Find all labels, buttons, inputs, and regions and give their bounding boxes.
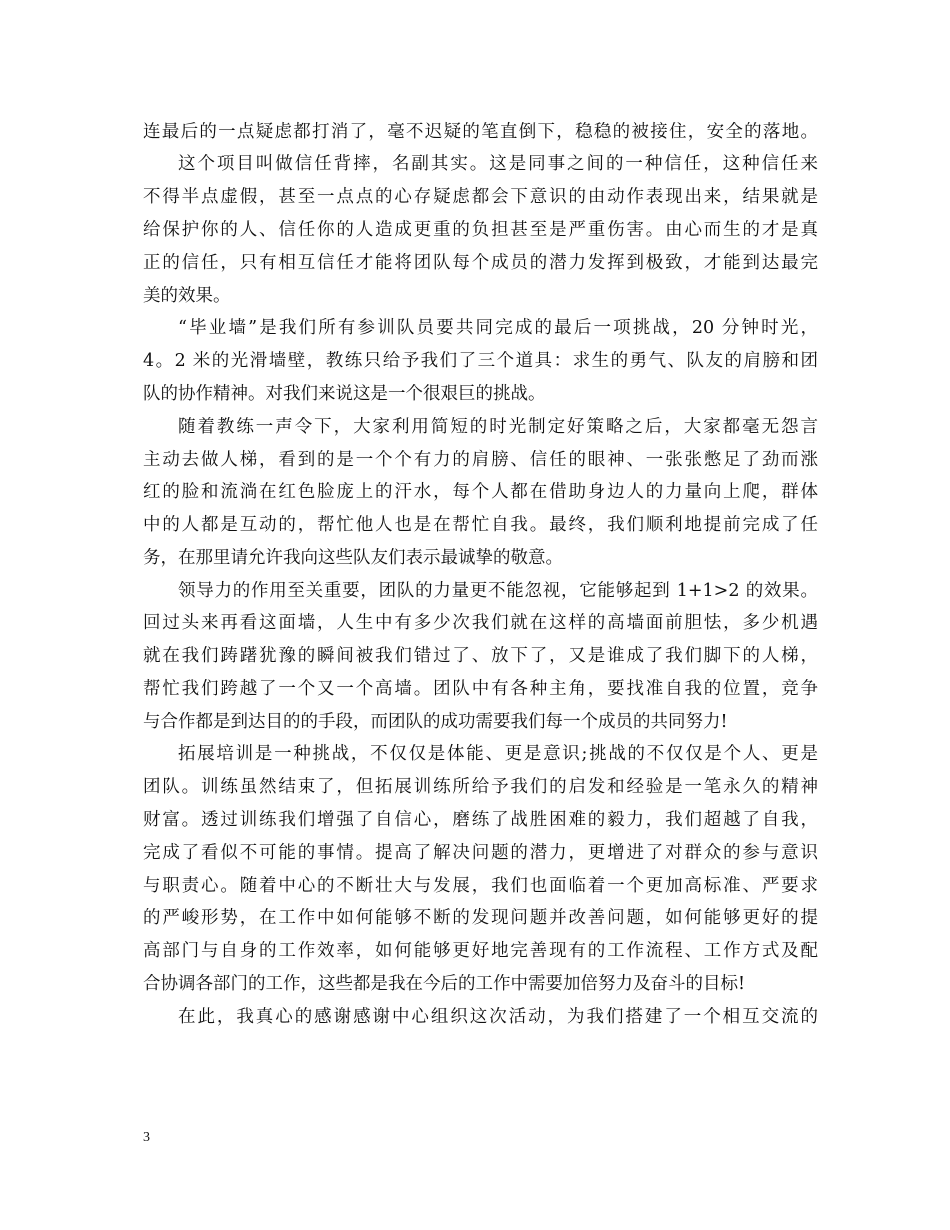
text-line: 团队。训练虽然结束了，但拓展训练所给予我们的启发和经验是一笔永久的精神	[143, 777, 818, 797]
paragraph-first-line: 领导力的作用至关重要，团队的力量更不能忽视，它能够起到 1+1>2 的效果。	[178, 581, 818, 601]
text-line: 主动去做人梯，看到的是一个个有力的肩膀、信任的眼神、一张张憋足了劲而涨	[143, 450, 818, 470]
text-line: 美的效果。	[143, 286, 231, 306]
paragraph-first-line: 这个项目叫做信任背摔，名副其实。这是同事之间的一种信任，这种信任来	[178, 154, 818, 174]
text-line: 红的脸和流淌在红色脸庞上的汗水，每个人都在借助身边人的力量向上爬，群体	[143, 482, 818, 502]
paragraph-first-line: “毕业墙”是我们所有参训队员要共同完成的最后一项挑战，20 分钟时光，	[178, 318, 818, 338]
text-line: 帮忙我们跨越了一个又一个高墙。团队中有各种主角，要找准自我的位置，竞争	[143, 679, 818, 699]
text-line: 完成了看似不可能的事情。提高了解决问题的潜力，更增进了对群众的参与意识	[143, 843, 818, 863]
text-line: 务，在那里请允许我向这些队友们表示最诚挚的敬意。	[143, 548, 563, 568]
text-line: 连最后的一点疑虑都打消了，毫不迟疑的笔直倒下，稳稳的被接住，安全的落地。	[143, 122, 818, 142]
paragraph-first-line: 在此，我真心的感谢感谢中心组织这次活动，为我们搭建了一个相互交流的	[178, 1007, 818, 1027]
text-line: 与职责心。随着中心的不断壮大与发展，我们也面临着一个更加高标准、严要求	[143, 876, 818, 896]
text-line: 中的人都是互动的，帮忙他人也是在帮忙自我。最终，我们顺利地提前完成了任	[143, 515, 818, 535]
text-line: 队的协作精神。对我们来说这是一个很艰巨的挑战。	[143, 384, 546, 404]
paragraph-first-line: 随着教练一声令下，大家利用简短的时光制定好策略之后，大家都毫无怨言	[178, 417, 818, 437]
text-line: 就在我们踌躇犹豫的瞬间被我们错过了、放下了，又是谁成了我们脚下的人梯，	[143, 646, 818, 666]
text-line: 合协调各部门的工作，这些都是我在今后的工作中需要加倍努力及奋斗的目标!	[143, 974, 746, 994]
text-line: 不得半点虚假，甚至一点点的心存疑虑都会下意识的由动作表现出来，结果就是	[143, 187, 818, 207]
text-line: 高部门与自身的工作效率，如何能够更好地完善现有的工作流程、工作方式及配	[143, 941, 818, 961]
paragraph-first-line: 拓展培训是一种挑战，不仅仅是体能、更是意识;挑战的不仅仅是个人、更是	[178, 744, 818, 764]
text-line: 与合作都是到达目的的手段，而团队的成功需要我们每一个成员的共同努力!	[143, 712, 728, 732]
text-line: 正的信任，只有相互信任才能将团队每个成员的潜力发挥到极致，才能到达最完	[143, 253, 818, 273]
text-line: 回过头来再看这面墙，人生中有多少次我们就在这样的高墙面前胆怯，多少机遇	[143, 613, 818, 633]
text-line: 4。2 米的光滑墙壁，教练只给予我们了三个道具：求生的勇气、队友的肩膀和团	[143, 351, 818, 371]
text-line: 的严峻形势，在工作中如何能够不断的发现问题并改善问题，如何能够更好的提	[143, 908, 818, 928]
text-line: 给保护你的人、信任你的人造成更重的负担甚至是严重伤害。由心而生的才是真	[143, 220, 818, 240]
text-line: 财富。透过训练我们增强了自信心，磨练了战胜困难的毅力，我们超越了自我，	[143, 810, 818, 830]
page-number: 3	[143, 1130, 150, 1145]
